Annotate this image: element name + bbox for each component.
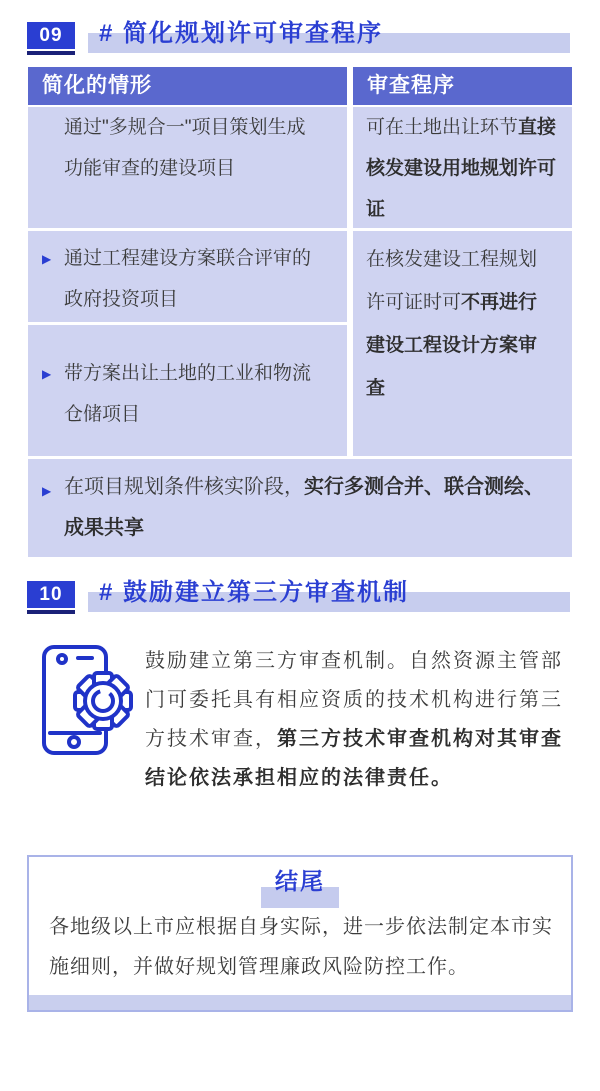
phone-gear-icon <box>36 641 142 772</box>
table-cell-right-1 <box>353 107 572 228</box>
bullet-triangle-icon: ▶ <box>42 367 52 381</box>
bullet-triangle-icon: ▶ <box>42 252 52 266</box>
table-cell-text <box>366 238 551 410</box>
table-cell-text: 通过工程建设方案联合评审的政府投资项目 <box>64 248 312 310</box>
table-cell-text <box>64 467 554 549</box>
table-header-left: 简化的情形 <box>28 67 347 105</box>
ending-label-wrap <box>29 865 571 913</box>
cell-text-bold: 直接核发建设用地规划许可证 <box>366 117 557 220</box>
cell-text-normal: 可在土地出让环节 <box>366 117 519 138</box>
cell-text-normal: 在核发建设工程规划许可证时可 <box>366 249 538 313</box>
bullet-triangle-icon: ▶ <box>42 484 52 498</box>
section10-title: # 鼓励建立第三方审查机制 <box>99 579 410 606</box>
table-cell-text: 带方案出让土地的工业和物流仓储项目 <box>64 363 312 425</box>
table-cell-left-1 <box>28 107 347 228</box>
cell-text-bold: 不再进行建设工程设计方案审查 <box>366 292 538 399</box>
table-cell-text <box>366 107 564 230</box>
paragraph-normal: 鼓励建立第三方审查机制。自然资源主管部门可委托具有相应资质的技术机构进行第三方技术审查， <box>145 650 563 750</box>
paragraph-bold: 第三方技术审查机构对其审查结论依法承担相应的法律责任。 <box>145 728 563 789</box>
ending-paragraph: 各地级以上市应根据自身实际，进一步依法制定本市实施细则，并做好规划管理廉政风险防控工作。 <box>49 916 553 978</box>
section10-paragraph <box>145 642 569 798</box>
table-cell-left-2 <box>28 231 347 322</box>
ending-box <box>27 855 573 1012</box>
section9-number-badge: 09 <box>27 22 75 49</box>
ending-bottom-strip <box>29 995 571 1010</box>
table-cell-left-3 <box>28 325 347 456</box>
section9-title: # 简化规划许可审查程序 <box>99 20 384 47</box>
table-footer-row <box>28 459 572 557</box>
ending-label: 结尾 <box>275 868 325 894</box>
section10-number-badge: 10 <box>27 581 75 608</box>
cell-text-bold: 实行多测合并、联合测绘、成果共享 <box>64 476 544 539</box>
table-cell-text: 通过"多规合一"项目策划生成功能审查的建设项目 <box>64 117 306 179</box>
table-cell-right-2 <box>353 231 572 456</box>
section9-badge-underline <box>27 51 75 55</box>
section10-badge-underline <box>27 610 75 614</box>
table-header-right: 审查程序 <box>353 67 572 105</box>
cell-text-normal: 在项目规划条件核实阶段， <box>64 476 304 498</box>
